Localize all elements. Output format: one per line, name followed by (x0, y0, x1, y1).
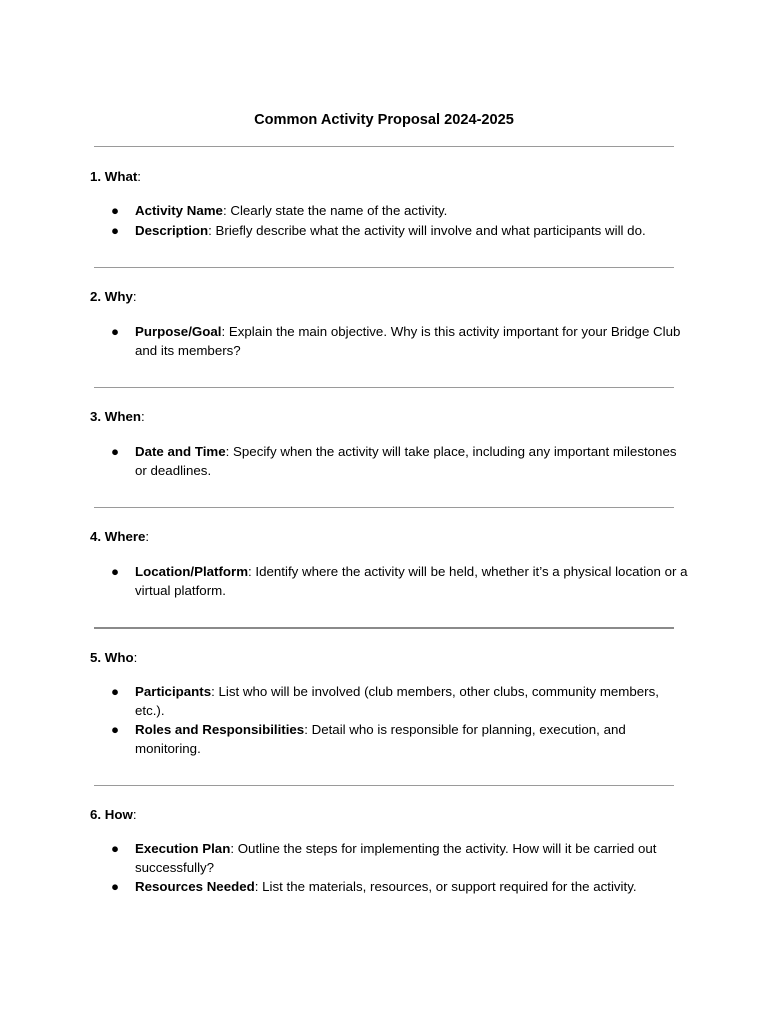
bullet-icon: ● (111, 684, 120, 699)
list-item (90, 222, 690, 241)
item-text: : Identify where the activity will be held, whether it’s a physical location or a virtual platform. (135, 564, 688, 598)
bullet-icon: ● (111, 324, 120, 339)
bullet-icon: ● (111, 841, 120, 856)
list-when (90, 443, 690, 480)
item-text: : Explain the main objective. Why is this activity important for your Bridge Club and its members? (135, 324, 681, 358)
list-item (90, 202, 690, 221)
item-text: : Briefly describe what the activity will involve and what participants will do. (208, 222, 646, 238)
divider (94, 387, 674, 388)
heading-text: 1. What (90, 169, 138, 184)
heading-text: 2. Why (90, 289, 133, 304)
heading-text: 4. Where (90, 529, 146, 544)
divider (94, 785, 674, 786)
heading-colon: : (145, 529, 150, 544)
item-text: : List the materials, resources, or support required for the activity. (254, 879, 637, 895)
bullet-icon: ● (111, 222, 120, 238)
item-term: Resources Needed (135, 879, 255, 895)
list-item (90, 563, 690, 600)
heading-colon: : (132, 289, 137, 304)
item-term: Roles and Responsibilities (135, 722, 305, 738)
bullet-icon: ● (111, 564, 120, 579)
section-heading-why (90, 288, 137, 307)
section-heading-where (90, 528, 149, 547)
item-term: Purpose/Goal (135, 324, 222, 339)
section-heading-what (90, 168, 141, 187)
divider (94, 507, 674, 508)
item-text: : Clearly state the name of the activity. (222, 203, 448, 218)
list-item (90, 721, 690, 758)
item-term: Location/Platform (135, 564, 249, 579)
list-item (90, 683, 690, 720)
divider (94, 146, 674, 147)
heading-colon: : (140, 409, 145, 424)
list-item (90, 878, 690, 897)
heading-text: 6. How (90, 807, 133, 822)
item-term: Activity Name (135, 203, 223, 218)
divider (94, 267, 674, 268)
item-text: : Detail who is responsible for planning, execution, and monitoring. (135, 722, 626, 756)
list-item (90, 443, 690, 480)
item-term: Date and Time (135, 444, 226, 459)
item-text: : Specify when the activity will take place, including any important milestones or deadlines. (135, 444, 677, 478)
list-item (90, 840, 690, 877)
section-heading-when (90, 408, 145, 427)
heading-colon: : (133, 650, 138, 665)
item-text: : Outline the steps for implementing the activity. How will it be carried out successfully? (135, 841, 657, 875)
item-term: Execution Plan (135, 841, 231, 856)
list-what (90, 202, 690, 240)
list-why (90, 323, 690, 360)
bullet-icon: ● (111, 203, 120, 218)
divider (94, 627, 674, 629)
section-heading-who (90, 649, 137, 668)
section-heading-how (90, 806, 137, 825)
list-how (90, 840, 690, 897)
heading-colon: : (132, 807, 137, 822)
document-title: Common Activity Proposal 2024-2025 (254, 112, 514, 128)
item-term: Participants (135, 684, 212, 699)
bullet-icon: ● (111, 444, 120, 459)
heading-text: 5. Who (90, 650, 134, 665)
list-item (90, 323, 690, 360)
bullet-icon: ● (111, 879, 120, 895)
list-where (90, 563, 690, 600)
heading-text: 3. When (90, 409, 141, 424)
item-text: : List who will be involved (club members, other clubs, community members, etc.). (135, 684, 659, 718)
bullet-icon: ● (111, 722, 120, 738)
heading-colon: : (137, 169, 141, 184)
list-who (90, 683, 690, 758)
item-term: Description (135, 222, 209, 238)
